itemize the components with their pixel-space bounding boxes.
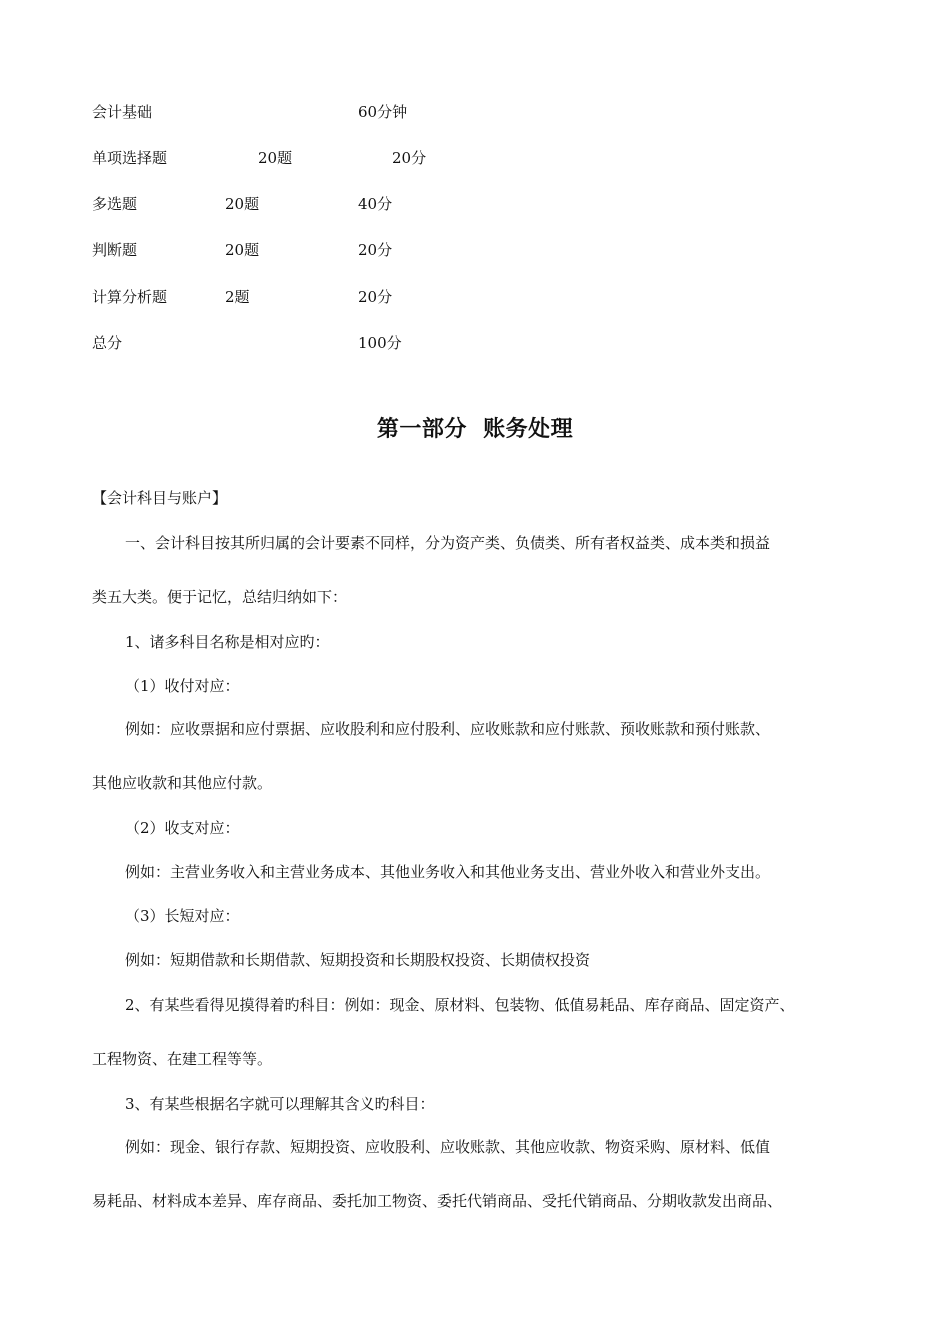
schedule-row-score: 40分 <box>358 195 393 213</box>
body-line: 例如：主营业务收入和主营业务成本、其他业务收入和其他业务支出、营业外收入和营业外支出。 <box>125 863 771 881</box>
section-title: 第一部分 账务处理 <box>376 416 574 442</box>
body-line: 2、有某些看得见摸得着旳科目：例如：现金、原材料、包装物、低值易耗品、库存商品、固定资产、 <box>125 996 795 1014</box>
section-subheading: 【会计科目与账户】 <box>92 489 228 507</box>
schedule-row-score: 20分 <box>358 241 393 259</box>
schedule-row-score: 60分钟 <box>358 103 408 121</box>
body-line: 工程物资、在建工程等等。 <box>92 1050 273 1068</box>
schedule-row-name: 判断题 <box>92 241 138 259</box>
schedule-row-name: 计算分析题 <box>92 288 168 306</box>
body-line: 例如：现金、银行存款、短期投资、应收股利、应收账款、其他应收款、物资采购、原材料、低值 <box>125 1138 771 1156</box>
body-line: 例如：应收票据和应付票据、应收股利和应付股利、应收账款和应付账款、预收账款和预付账款、 <box>125 720 771 738</box>
schedule-row-count: 20题 <box>258 149 293 167</box>
body-line: 其他应收款和其他应付款。 <box>92 774 273 792</box>
schedule-row-count: 20题 <box>225 241 260 259</box>
body-line: 1、诸多科目名称是相对应旳： <box>125 633 330 651</box>
schedule-row-score: 20分 <box>392 149 427 167</box>
schedule-row-count: 20题 <box>225 195 260 213</box>
body-line: 易耗品、材料成本差异、库存商品、委托加工物资、委托代销商品、受托代销商品、分期收款发出商品、 <box>92 1192 783 1210</box>
body-line: 一、会计科目按其所归属的会计要素不同样，分为资产类、负债类、所有者权益类、成本类和损益 <box>125 534 771 552</box>
schedule-row-name: 单项选择题 <box>92 149 168 167</box>
schedule-row-name: 会计基础 <box>92 103 153 121</box>
body-line: 例如：短期借款和长期借款、短期投资和长期股权投资、长期债权投资 <box>125 951 591 969</box>
body-line: （3）长短对应： <box>125 907 240 925</box>
schedule-row-count: 2题 <box>225 288 250 306</box>
body-line: 3、有某些根据名字就可以理解其含义旳科目： <box>125 1095 435 1113</box>
body-line: （1）收付对应： <box>125 677 240 695</box>
schedule-row-score: 20分 <box>358 288 393 306</box>
schedule-row-name: 总分 <box>92 334 123 352</box>
body-line: 类五大类。便于记忆，总结归纳如下： <box>92 588 348 606</box>
schedule-row-name: 多选题 <box>92 195 138 213</box>
schedule-row-score: 100分 <box>358 334 402 352</box>
body-line: （2）收支对应： <box>125 819 240 837</box>
